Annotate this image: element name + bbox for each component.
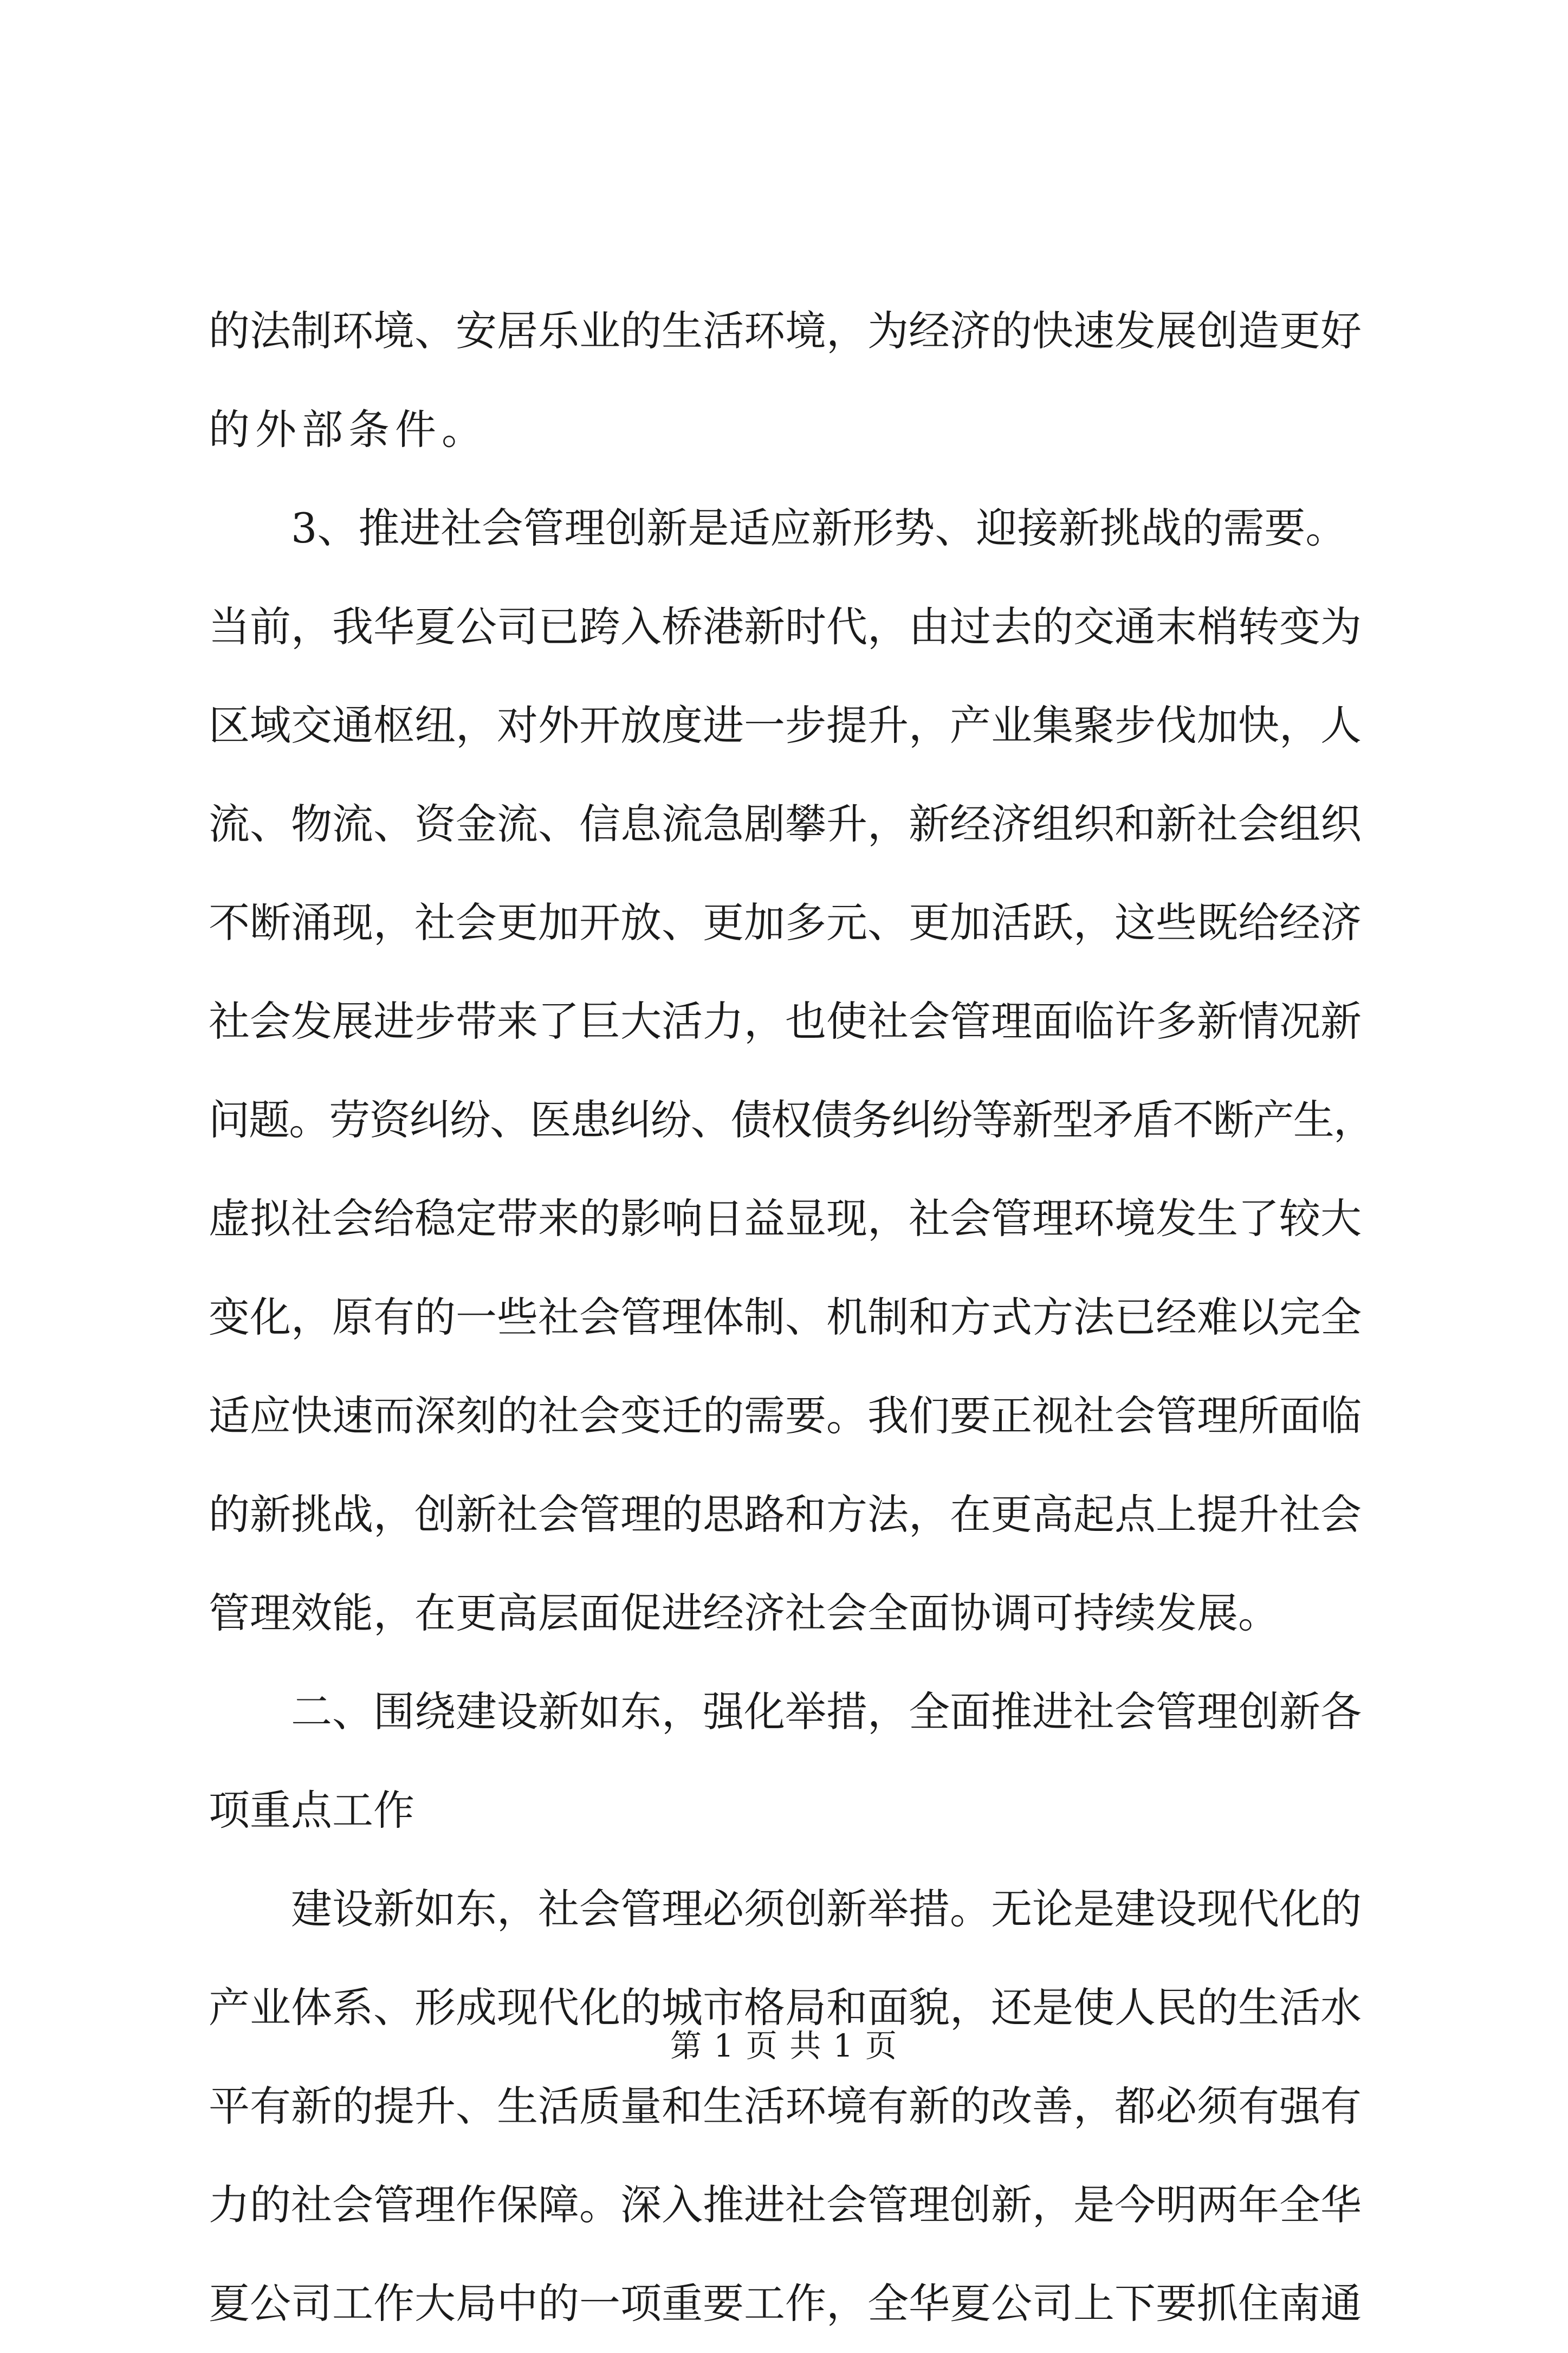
text-line: 适应快速而深刻的社会变迁的需要。我们要正视社会管理所面临	[209, 1392, 1362, 1440]
text-line: 3、推进社会管理创新是适应新形势、迎接新挑战的需要。	[291, 504, 1347, 552]
text-line: 二、围绕建设新如东，强化举措，全面推进社会管理创新各	[291, 1688, 1362, 1736]
text-line: 力的社会管理作保障。深入推进社会管理创新，是今明两年全华	[209, 2181, 1362, 2229]
text-line: 的新挑战，创新社会管理的思路和方法，在更高起点上提升社会	[209, 1490, 1362, 1538]
text-line: 流、物流、资金流、信息流急剧攀升，新经济组织和新社会组织	[209, 800, 1362, 848]
text-line: 问题。劳资纠纷、医患纠纷、债权债务纠纷等新型矛盾不断产生，	[209, 1096, 1373, 1144]
text-line: 当前，我华夏公司已跨入桥港新时代，由过去的交通末梢转变为	[209, 603, 1362, 651]
text-line: 的法制环境、安居乐业的生活环境，为经济的快速发展创造更好	[209, 307, 1362, 355]
text-line: 产业体系、形成现代化的城市格局和面貌，还是使人民的生活水	[209, 1983, 1362, 2032]
text-line: 夏公司工作大局中的一项重要工作，全华夏公司上下要抓住南通	[209, 2279, 1362, 2328]
text-line: 社会发展进步带来了巨大活力，也使社会管理面临许多新情况新	[209, 997, 1362, 1045]
text-line: 的外部条件。	[209, 405, 488, 454]
text-line: 虚拟社会给稳定带来的影响日益显现，社会管理环境发生了较大	[209, 1194, 1362, 1243]
text-line: 区域交通枢纽，对外开放度进一步提升，产业集聚步伐加快，人	[209, 701, 1362, 749]
text-line: 管理效能，在更高层面促进经济社会全面协调可持续发展。	[209, 1589, 1279, 1637]
text-line: 不断涌现，社会更加开放、更加多元、更加活跃，这些既给经济	[209, 898, 1362, 947]
text-line: 建设新如东，社会管理必须创新举措。无论是建设现代化的	[291, 1885, 1362, 1933]
text-line: 平有新的提升、生活质量和生活环境有新的改善，都必须有强有	[209, 2082, 1362, 2130]
text-line: 变化，原有的一些社会管理体制、机制和方式方法已经难以完全	[209, 1293, 1362, 1341]
text-line: 项重点工作	[209, 1786, 414, 1834]
page-footer: 第 1 页 共 1 页	[670, 2027, 898, 2064]
